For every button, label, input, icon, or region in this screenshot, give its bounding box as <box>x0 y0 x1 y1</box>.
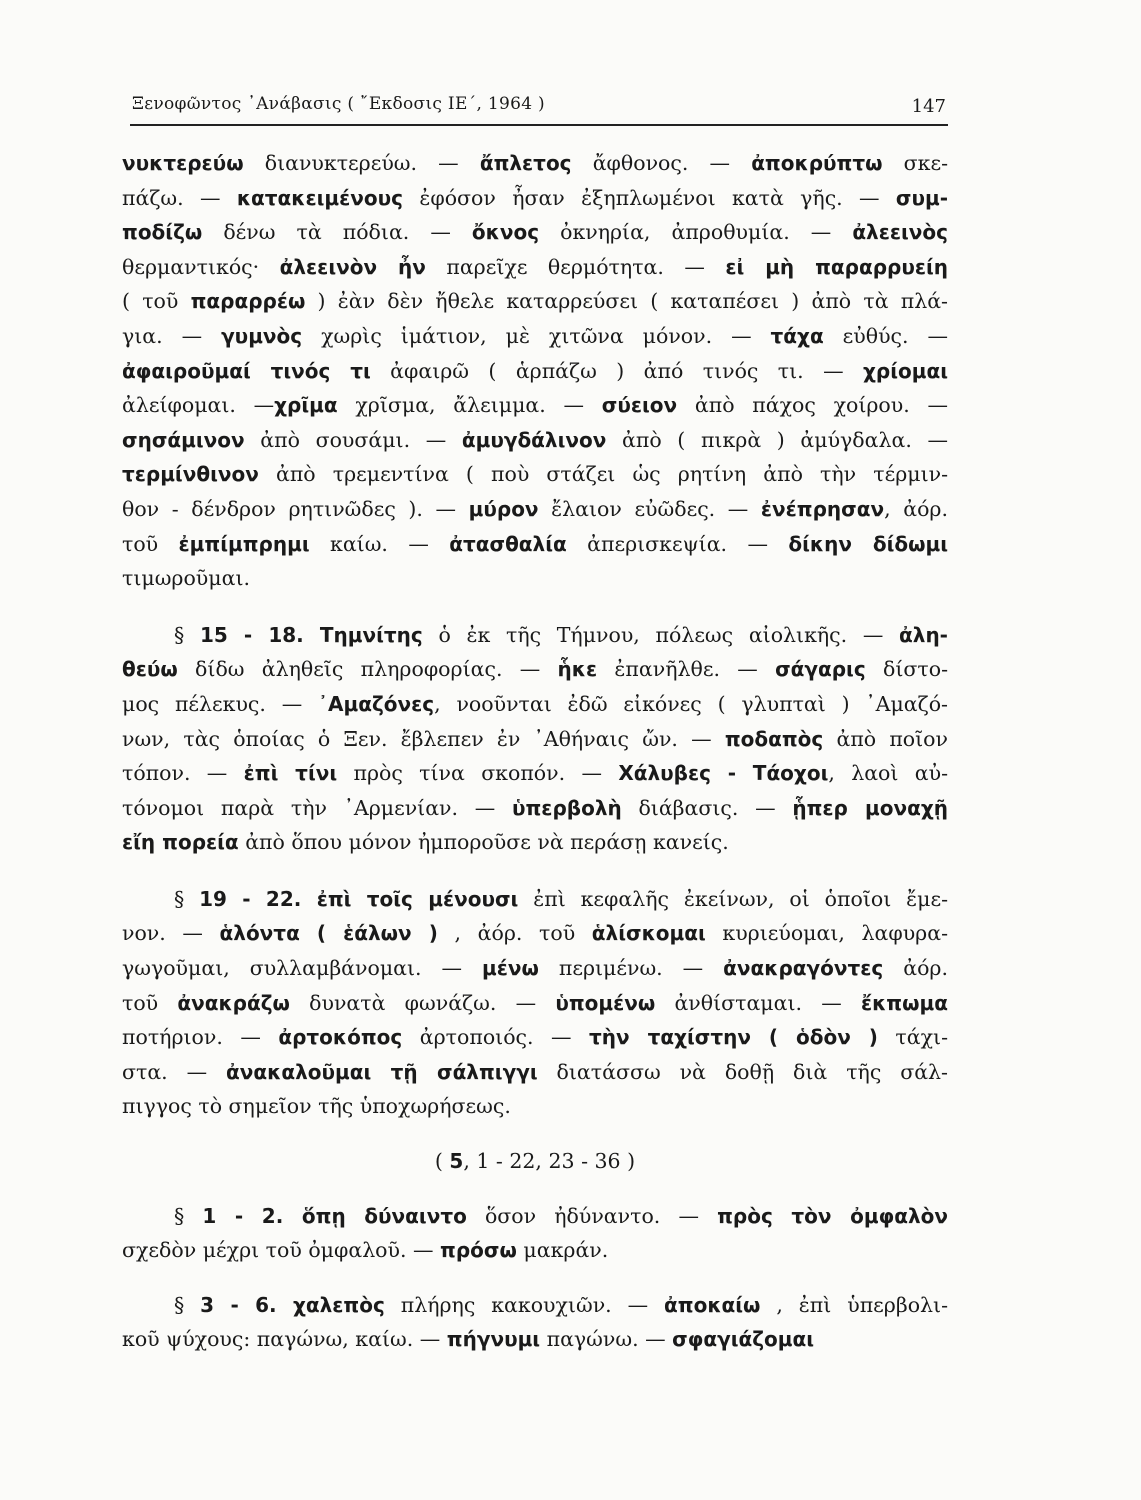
gloss-text: ἀνθίσταμαι. — <box>655 990 861 1015</box>
gloss-text: ἀλείφομαι. — <box>122 393 275 418</box>
headword: θεύω <box>122 657 178 682</box>
gloss-text: χωρὶς ἱμάτιον, μὲ χιτῶνα μόνον. — <box>302 323 771 348</box>
gloss-text: ὅσον ἠδύναντο. — <box>466 1203 718 1228</box>
gloss-text: μος πέλεκυς. — <box>122 691 319 716</box>
gloss-text: τιμωροῦμαι. <box>122 566 250 591</box>
gloss-text: μακράν. <box>516 1238 609 1263</box>
gloss-text: , ἐπὶ ὑπερβολι- <box>760 1292 948 1317</box>
gloss-text: πλήρης κακουχιῶν. — <box>384 1292 665 1317</box>
headword: σάγαρις <box>775 657 866 682</box>
gloss-text: ἀπὸ ὅπου μόνον ἠμποροῦσε νὰ περάσῃ κανείς. <box>238 830 729 855</box>
text-line <box>122 652 948 687</box>
gloss-text: πιγγος τὸ σημεῖον τῆς ὑποχωρήσεως. <box>122 1094 511 1119</box>
gloss-text: κυριεύομαι, λαφυρα- <box>705 921 949 946</box>
headword: μένω <box>482 956 539 981</box>
gloss-text: ἀπερισκεψία. — <box>566 531 789 556</box>
text-line <box>122 1089 948 1124</box>
gloss-text: ἀπὸ ποῖον <box>823 726 948 751</box>
text-line <box>122 916 948 951</box>
headword: ἀμυγδάλινον <box>461 427 607 452</box>
gloss-text: θον - δένδρον ρητινῶδες ). — <box>122 496 469 521</box>
headword: γυμνὸς <box>221 323 303 348</box>
text-line <box>122 1322 948 1357</box>
gloss-text: νον. — <box>122 921 220 946</box>
gloss-text: , ἀόρ. <box>884 496 948 521</box>
gloss-text: ἀρτοποιός. — <box>402 1025 590 1050</box>
gloss-text: διανυκτερεύω. — <box>243 151 480 175</box>
gloss-text: § <box>174 622 200 647</box>
glossary-text <box>122 146 948 1357</box>
gloss-text: διάβασις. — <box>621 795 793 820</box>
paragraph-p4 <box>122 1144 948 1179</box>
headword: ἧκε <box>557 657 598 682</box>
gloss-text: γωγοῦμαι, συλλαμβάνομαι. — <box>122 956 483 981</box>
headword: ἀνακραγόντες <box>723 956 884 981</box>
gloss-text: τάχι- <box>877 1025 949 1050</box>
text-line <box>122 825 948 860</box>
text-line <box>122 756 948 791</box>
text-line <box>122 319 948 354</box>
headword: συμ- <box>895 185 948 210</box>
gloss-text: , νοοῦνται ἐδῶ εἰκόνες ( γλυπταὶ ) ᾿Αμαζό- <box>434 691 948 716</box>
headword: 19 - 22. ἐπὶ τοῖς μένουσι <box>199 886 519 911</box>
gloss-text: , 1 - 22, 23 - 36 ) <box>463 1149 636 1174</box>
headword: σησάμινον <box>122 427 245 452</box>
text-line <box>122 388 948 423</box>
gloss-text: ἄφθονος. — <box>571 151 752 175</box>
headword: σύειον <box>601 393 678 418</box>
gloss-text: ὀκνηρία, ἀπροθυμία. — <box>539 220 853 245</box>
text-line <box>122 1020 948 1055</box>
paragraph-p2 <box>122 618 948 860</box>
paragraph-p3 <box>122 882 948 1124</box>
headword: ἀποκρύπτω <box>751 151 883 175</box>
headword: ἀλη- <box>899 622 948 647</box>
text-line <box>122 250 948 285</box>
gloss-text: ἔλαιον εὐῶδες. — <box>538 496 761 521</box>
headword: 5 <box>449 1149 464 1174</box>
headword: ἐνέπρησαν <box>760 496 885 521</box>
gloss-text: δίστο- <box>865 657 948 682</box>
gloss-text: νων, τὰς ὁποίας ὁ Ξεν. ἔβλεπεν ἐν ᾿Αθήναις ὤν. — <box>122 726 725 751</box>
text-line <box>122 618 948 653</box>
headword: ἁλόντα ( ἑάλων ) <box>219 921 438 946</box>
gloss-text: § <box>174 1203 203 1228</box>
gloss-text: ἀπὸ πάχος χοίρου. — <box>677 393 948 418</box>
gloss-text: ἀφαιρῶ ( ἁρπάζω ) ἀπό τινός τι. — <box>370 358 863 383</box>
gloss-text: § <box>174 1292 201 1317</box>
gloss-text: χρῖσμα, ἄλειμμα. — <box>337 393 602 418</box>
gloss-text: ἀπὸ τρεμεντίνα ( ποὺ στάζει ὡς ρητίνη ἀπὸ τὴν τέρμιν- <box>258 462 948 487</box>
gloss-text: σχεδὸν μέχρι τοῦ ὀμφαλοῦ. — <box>122 1238 441 1263</box>
gloss-text: ἀπὸ σουσάμι. — <box>244 427 462 452</box>
headword: χρῖμα <box>274 393 338 418</box>
gloss-text: δένω τὰ πόδια. — <box>202 220 472 245</box>
headword: ἀνακράζω <box>177 990 290 1015</box>
text-line <box>122 722 948 757</box>
text-line <box>122 146 948 181</box>
gloss-text: ἀπὸ ( πικρὰ ) ἀμύγδαλα. — <box>606 427 948 452</box>
gloss-text: δίδω ἀληθεῖς πληροφορίας. — <box>177 657 558 682</box>
text-line <box>122 423 948 458</box>
gloss-text: § <box>174 886 200 911</box>
headword: Χάλυβες - Τάοχοι <box>618 761 829 786</box>
paragraph-p1 <box>122 146 948 596</box>
gloss-text: κοῦ ψύχους: παγώνω, καίω. — <box>122 1327 447 1352</box>
gloss-text: διατάσσω νὰ δοθῇ διὰ τῆς σάλ- <box>537 1059 948 1084</box>
text-line <box>122 1055 948 1090</box>
gloss-text: τοῦ <box>122 531 179 556</box>
header-title: Ξενοφῶντος ᾿Ανάβασις ( ῎Εκδοσις ΙΕ΄, 1964 ) <box>132 94 545 114</box>
text-line <box>122 284 948 319</box>
gloss-text: παρεῖχε θερμότητα. — <box>425 254 726 279</box>
gloss-text: , ἀόρ. τοῦ <box>437 921 592 946</box>
gloss-text: εὐθύς. — <box>823 323 948 348</box>
headword: ἀλεεινὸν ἦν <box>279 254 426 279</box>
text-line <box>122 561 948 596</box>
text-line <box>122 1144 948 1179</box>
text-line <box>122 181 948 216</box>
text-line <box>122 791 948 826</box>
text-line <box>122 1199 948 1234</box>
headword: ἄπλετος <box>479 151 572 175</box>
headword: κατακειμένους <box>236 185 404 210</box>
headword: ἀνακαλοῦμαι τῇ σάλπιγγι <box>226 1059 538 1084</box>
headword: ἔκπωμα <box>860 990 948 1015</box>
headword: εἴη πορεία <box>122 830 239 855</box>
headword: ἀποκαίω <box>664 1292 761 1317</box>
text-line <box>122 882 948 917</box>
gloss-text: καίω. — <box>309 531 450 556</box>
headword: μύρον <box>468 496 539 521</box>
gloss-text: τοῦ <box>122 990 178 1015</box>
headword: πρὸς τὸν ὀμφαλὸν <box>717 1203 948 1228</box>
text-line <box>122 986 948 1021</box>
headword: ἐμπίμπρημι <box>178 531 310 556</box>
headword: ὄκνος <box>471 220 540 245</box>
headword: ποδαπὸς <box>724 726 824 751</box>
gloss-text: περιμένω. — <box>538 956 724 981</box>
text-line <box>122 951 948 986</box>
headword: πρόσω <box>440 1238 517 1263</box>
gloss-text: στα. — <box>122 1059 227 1084</box>
gloss-text: ) ἐὰν δὲν ἤθελε καταρρεύσει ( καταπέσει ) ἀπὸ τὰ πλά- <box>305 289 948 314</box>
headword: νυκτερεύω <box>122 151 244 175</box>
gloss-text: τόπον. — <box>122 761 244 786</box>
headword: σφαγιάζομαι <box>672 1327 815 1352</box>
text-line <box>122 527 948 562</box>
gloss-text: ἐπὶ κεφαλῆς ἐκείνων, οἱ ὁποῖοι ἔμε- <box>518 886 948 911</box>
headword: ἀλεεινὸς <box>852 220 948 245</box>
gloss-text: πάζω. — <box>122 185 237 210</box>
gloss-text: τόνομοι παρὰ τὴν ᾿Αρμενίαν. — <box>122 795 512 820</box>
gloss-text: ἀόρ. <box>883 956 948 981</box>
paragraph-p6 <box>122 1288 948 1357</box>
text-line <box>122 457 948 492</box>
headword: ἀτασθαλία <box>449 531 567 556</box>
headword: ᾗπερ μοναχῇ <box>792 795 948 820</box>
headword: 3 - 6. χαλεπὸς <box>200 1292 385 1317</box>
gloss-text: , λαοὶ αὐ- <box>828 761 948 786</box>
gloss-text: ( τοῦ <box>122 289 191 314</box>
headword: ὑπομένω <box>555 990 656 1015</box>
headword: ἐπὶ τίνι <box>243 761 338 786</box>
text-line <box>122 354 948 389</box>
headword: τὴν ταχίστην ( ὁδὸν ) <box>589 1025 878 1050</box>
headword: ἁλίσκομαι <box>591 921 706 946</box>
gloss-text: σκε- <box>882 151 949 175</box>
text-line <box>122 215 948 250</box>
headword: ἀφαιροῦμαί τινός τι <box>122 358 371 383</box>
headword: ᾿Αμαζόνες <box>318 691 435 716</box>
headword: ποδίζω <box>122 220 203 245</box>
running-header <box>130 88 948 126</box>
gloss-text: για. — <box>122 323 222 348</box>
headword: ἀρτοκόπος <box>278 1025 403 1050</box>
text-line <box>122 1233 948 1268</box>
headword: χρίομαι <box>863 358 948 383</box>
gloss-text: παγώνω. — <box>540 1327 673 1352</box>
paragraph-p5 <box>122 1199 948 1268</box>
headword: παραρρέω <box>190 289 306 314</box>
headword: τερμίνθινον <box>122 462 259 487</box>
headword: ὑπερβολὴ <box>511 795 622 820</box>
gloss-text: ἐφόσον ἦσαν ἐξηπλωμένοι κατὰ γῆς. — <box>403 185 896 210</box>
headword: δίκην δίδωμι <box>788 531 948 556</box>
headword: τάχα <box>770 323 824 348</box>
text-line <box>122 492 948 527</box>
gloss-text: ποτήριον. — <box>122 1025 279 1050</box>
headword: εἰ μὴ παραρρυείη <box>725 254 948 279</box>
text-line <box>122 687 948 722</box>
gloss-text: ( <box>434 1149 450 1174</box>
text-line <box>122 1288 948 1323</box>
headword: 15 - 18. Τημνίτης <box>199 622 423 647</box>
headword: πήγνυμι <box>446 1327 541 1352</box>
gloss-text: ἐπανῆλθε. — <box>597 657 776 682</box>
headword: 1 - 2. ὅπῃ δύναιντο <box>202 1203 467 1228</box>
gloss-text: πρὸς τίνα σκοπόν. — <box>337 761 619 786</box>
gloss-text: θερμαντικός· <box>122 254 280 279</box>
gloss-text: δυνατὰ φωνάζω. — <box>289 990 556 1015</box>
page-number: 147 <box>911 96 946 117</box>
gloss-text: ὁ ἐκ τῆς Τήμνου, πόλεως αἰολικῆς. — <box>422 622 900 647</box>
